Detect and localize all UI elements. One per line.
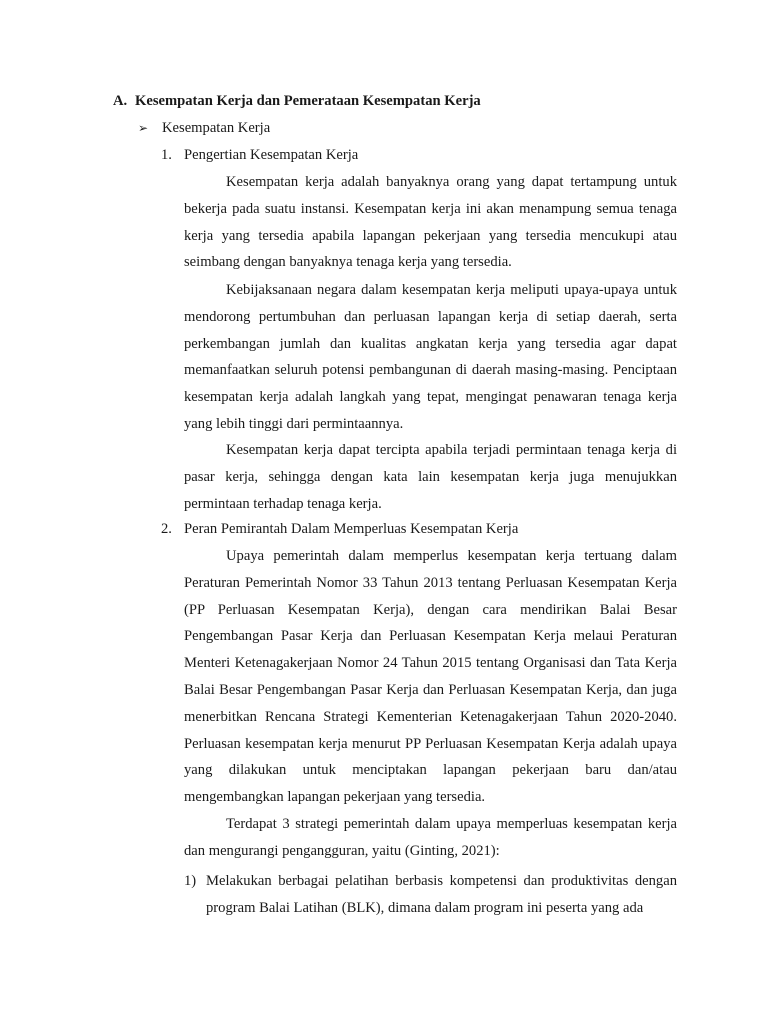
item-1-paragraph-3: Kesempatan kerja dapat tercipta apabila terjadi permintaan tenaga kerja di pasar kerja, sehingga dengan kata lain kesempatan kerja juga menujukkan permintaan terhadap tenaga kerja. <box>184 442 677 512</box>
item-2-paragraph-1: Upaya pemerintah dalam memperlus kesempatan kerja tertuang dalam Peraturan Pemerintah Nomor 33 Tahun 2013 tentang Perluasan Kesempatan Kerja (PP Perluasan Kesempatan Kerja), dengan cara mendirikan Balai Besar Pengembangan Pasar Kerja dan Perluasan Kesempatan Kerja melaui Peraturan Menteri Ketenagakerjaan Nomor 24 Tahun 2015 tentang Organisasi dan Tata Kerja Balai Besar Pengembangan Pasar Kerja dan Perluasan Kesempatan Kerja, dan juga menerbitkan Rencana Strategi Kementerian Ketenagakerjaan Tahun 2020-2040. Perluasan kesempatan kerja menurut PP Perluasan Kesempatan Kerja adalah upaya yang dilakukan untuk menciptakan lapangan pekerjaan baru dan/atau mengembangkan lapangan pekerjaan yang tersedia. <box>184 548 677 806</box>
section-number: A. <box>113 93 128 109</box>
strategy-list <box>184 868 677 922</box>
item-1-title: Pengertian Kesempatan Kerja <box>184 147 359 163</box>
item-2-heading <box>161 521 518 538</box>
section-title: Kesempatan Kerja dan Pemerataan Kesempatan Kerja <box>135 93 481 109</box>
item-1-heading <box>161 147 358 164</box>
section-heading <box>113 93 481 110</box>
arrow-bullet-icon: ➢ <box>138 121 149 135</box>
item-2-number: 2. <box>161 521 172 537</box>
list-item-text: Melakukan berbagai pelatihan berbasis kompetensi dan produktivitas dengan program Balai Latihan (BLK), dimana dalam program ini peserta yang ada <box>206 873 677 916</box>
item-2-title: Peran Pemirantah Dalam Memperluas Kesempatan Kerja <box>184 521 519 537</box>
item-2-paragraph-2: Terdapat 3 strategi pemerintah dalam upaya memperluas kesempatan kerja dan mengurangi pengangguran, yaitu (Ginting, 2021): <box>184 816 677 859</box>
list-item-number: 1) <box>184 873 197 889</box>
bullet-heading <box>138 120 270 137</box>
item-1-paragraph-1: Kesempatan kerja adalah banyaknya orang yang dapat tertampung untuk bekerja pada suatu instansi. Kesempatan kerja ini akan menampung semua tenaga kerja yang tersedia apabila lapangan pekerjaan yang tersedia mencukupi atau seimbang dengan banyaknya tenaga kerja yang tersedia. <box>184 174 677 271</box>
list-item <box>184 868 677 922</box>
bullet-label: Kesempatan Kerja <box>162 120 271 136</box>
item-1-paragraph-2: Kebijaksanaan negara dalam kesempatan kerja meliputi upaya-upaya untuk mendorong pertumbuhan dan perluasan lapangan kerja di setiap daerah, serta perkembangan jumlah dan kualitas angkatan kerja yang tersedia agar dapat memanfaatkan seluruh potensi pembangunan di daerah masing-masing. Penciptaan kesempatan kerja adalah langkah yang tepat, mengingat penawaran tenaga kerja yang lebih tinggi dari permintaannya. <box>184 282 677 432</box>
item-1-number: 1. <box>161 147 172 163</box>
